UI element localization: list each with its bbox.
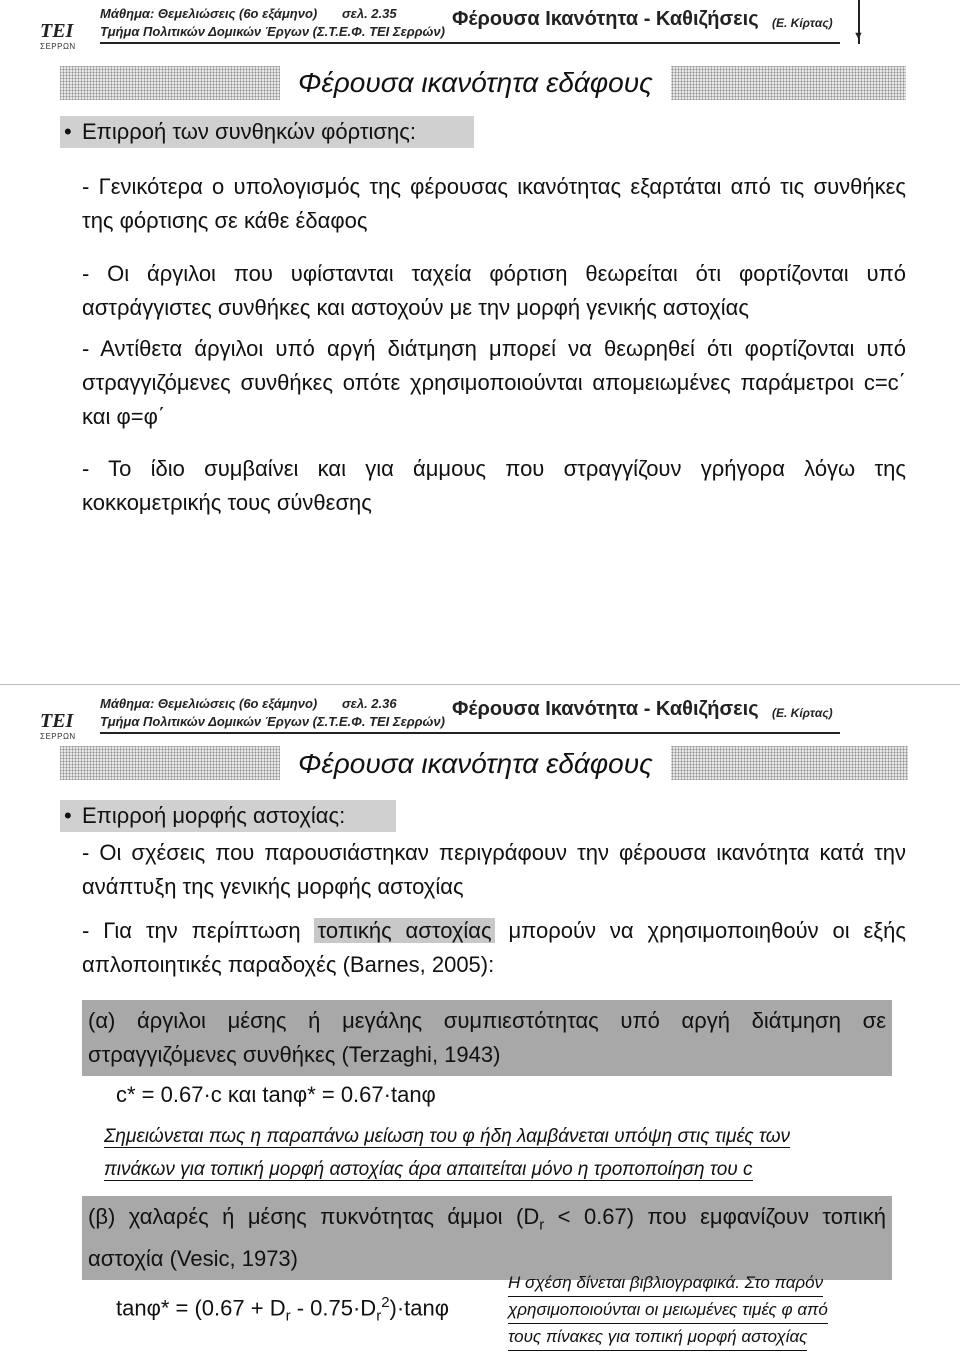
bullet-heading-text: Επιρροή μορφής αστοχίας: (82, 803, 346, 828)
note-a-line: Σημειώνεται πως η παραπάνω μείωση του φ ήδη λαμβάνεται υπόψη στις τιμές των (104, 1126, 790, 1147)
slide-header (0, 690, 960, 748)
paragraph: - Οι σχέσεις που παρουσιάστηκαν περιγράφουν την φέρουσα ικανότητα κατά την ανάπτυξη της γενικής μορφής αστοχίας (82, 840, 906, 899)
paragraph: - Γενικότερα ο υπολογισμός της φέρουσας ικανότητας εξαρτάται από τις συνθήκες της φόρτισης σε κάθε έδαφος (82, 174, 906, 233)
slide-number: σελ. 2.35 (342, 6, 397, 21)
note-b-line: τους πίνακες για τοπική μορφή αστοχίας (508, 1324, 807, 1351)
bullet-heading (60, 116, 474, 148)
paragraph-text: μπορούν να χρησιμοποιηθούν οι εξής απλοποιητικές παραδοχές (Barnes, 2005): (82, 918, 906, 977)
case-b-box (82, 1196, 892, 1280)
bullet-heading (60, 800, 396, 832)
superscript: 2 (381, 1294, 390, 1311)
note-b-line: χρησιμοποιούνται οι μειωμένες τιμές φ από (508, 1297, 828, 1324)
paragraph-text: - Για την περίπτωση (82, 918, 301, 943)
chapter-title: Φέρουσα Ικανότητα - Καθιζήσεις (452, 698, 759, 720)
formula-b-text: tanφ* = (0.67 + D (116, 1295, 286, 1321)
case-b-text: < 0.67) που εμφανίζουν τοπική αστοχία (Vesic, 1973) (88, 1204, 886, 1272)
formula-a: c* = 0.67·c και tanφ* = 0.67·tanφ (116, 1082, 436, 1107)
paragraph: - Οι άργιλοι που υφίστανται ταχεία φόρτιση θεωρείται ότι φορτίζονται υπό αστράγγιστες συνθήκες και αστοχούν με την μορφή γενικής αστοχίας (82, 261, 906, 320)
formula-b (116, 1294, 449, 1325)
logo-mark: ΤΕΙ (40, 20, 74, 42)
case-b-text: (β) χαλαρές ή μέσης πυκνότητας άμμοι (D (88, 1204, 540, 1229)
slide-2-35 (0, 0, 960, 682)
case-a-box: (α) άργιλοι μέσης ή μεγάλης συμπιεστότητας υπό αργή διάτμηση σε στραγγιζόμενες συνθήκες (Terzaghi, 1943) (82, 1000, 892, 1076)
paragraph: - Αντίθετα άργιλοι υπό αργή διάτμηση μπορεί να θεωρηθεί ότι φορτίζονται υπό στραγγιζόμενες συνθήκες οπότε χρησιμοποιούνται απομειωμένες παράμετροι c=c΄ και φ=φ΄ (82, 336, 906, 429)
department-label: Τμήμα Πολιτικών Δομικών Έργων (Σ.Τ.Ε.Φ. ΤΕΙ Σερρών) (100, 24, 445, 39)
subscript: r (539, 1216, 545, 1234)
slide-header (0, 0, 960, 58)
note-b (508, 1270, 893, 1351)
chapter-title: Φέρουσα Ικανότητα - Καθιζήσεις (452, 8, 759, 30)
author-label: (Ε. Κίρτας) (772, 16, 833, 30)
department-label: Τμήμα Πολιτικών Δομικών Έργων (Σ.Τ.Ε.Φ. ΤΕΙ Σερρών) (100, 714, 445, 729)
slide-title: Φέρουσα ικανότητα εδάφους (280, 61, 671, 105)
slide-title: Φέρουσα ικανότητα εδάφους (280, 742, 671, 786)
slide-separator (0, 684, 960, 685)
paragraph: - Το ίδιο συμβαίνει και για άμμους που στραγγίζουν γρήγορα λόγω της κοκκομετρικής τους σύνθεσης (82, 456, 906, 515)
highlighted-term: τοπικής αστοχίας (314, 918, 494, 943)
formula-b-text: - 0.75·D (290, 1295, 377, 1321)
note-a (104, 1120, 790, 1186)
course-label: Μάθημα: Θεμελιώσεις (6ο εξάμηνο) (100, 696, 318, 711)
arrow-down-icon: ▼ (853, 30, 864, 42)
header-rule (100, 732, 840, 734)
header-rule (100, 42, 840, 44)
course-label: Μάθημα: Θεμελιώσεις (6ο εξάμηνο) (100, 6, 318, 21)
bullet-heading-text: Επιρροή των συνθηκών φόρτισης: (82, 119, 416, 144)
note-b-line: Η σχέση δίνεται βιβλιογραφικά. Στο παρόν (508, 1270, 823, 1297)
logo-name: ΣΕΡΡΩΝ (40, 732, 76, 741)
subscript: r (376, 1307, 382, 1325)
logo-mark: ΤΕΙ (40, 710, 74, 732)
paragraph (82, 914, 906, 982)
tei-logo (40, 18, 92, 52)
author-label: (Ε. Κίρτας) (772, 706, 833, 720)
tei-logo (40, 708, 92, 742)
slide-number: σελ. 2.36 (342, 696, 397, 711)
formula-b-text: )·tanφ (389, 1295, 450, 1321)
slide-2-36 (0, 690, 960, 1367)
subscript: r (285, 1307, 291, 1325)
logo-name: ΣΕΡΡΩΝ (40, 42, 76, 51)
note-a-line: πινάκων για τοπική μορφή αστοχίας άρα απαιτείται μόνο η τροποποίηση του c (104, 1159, 753, 1180)
